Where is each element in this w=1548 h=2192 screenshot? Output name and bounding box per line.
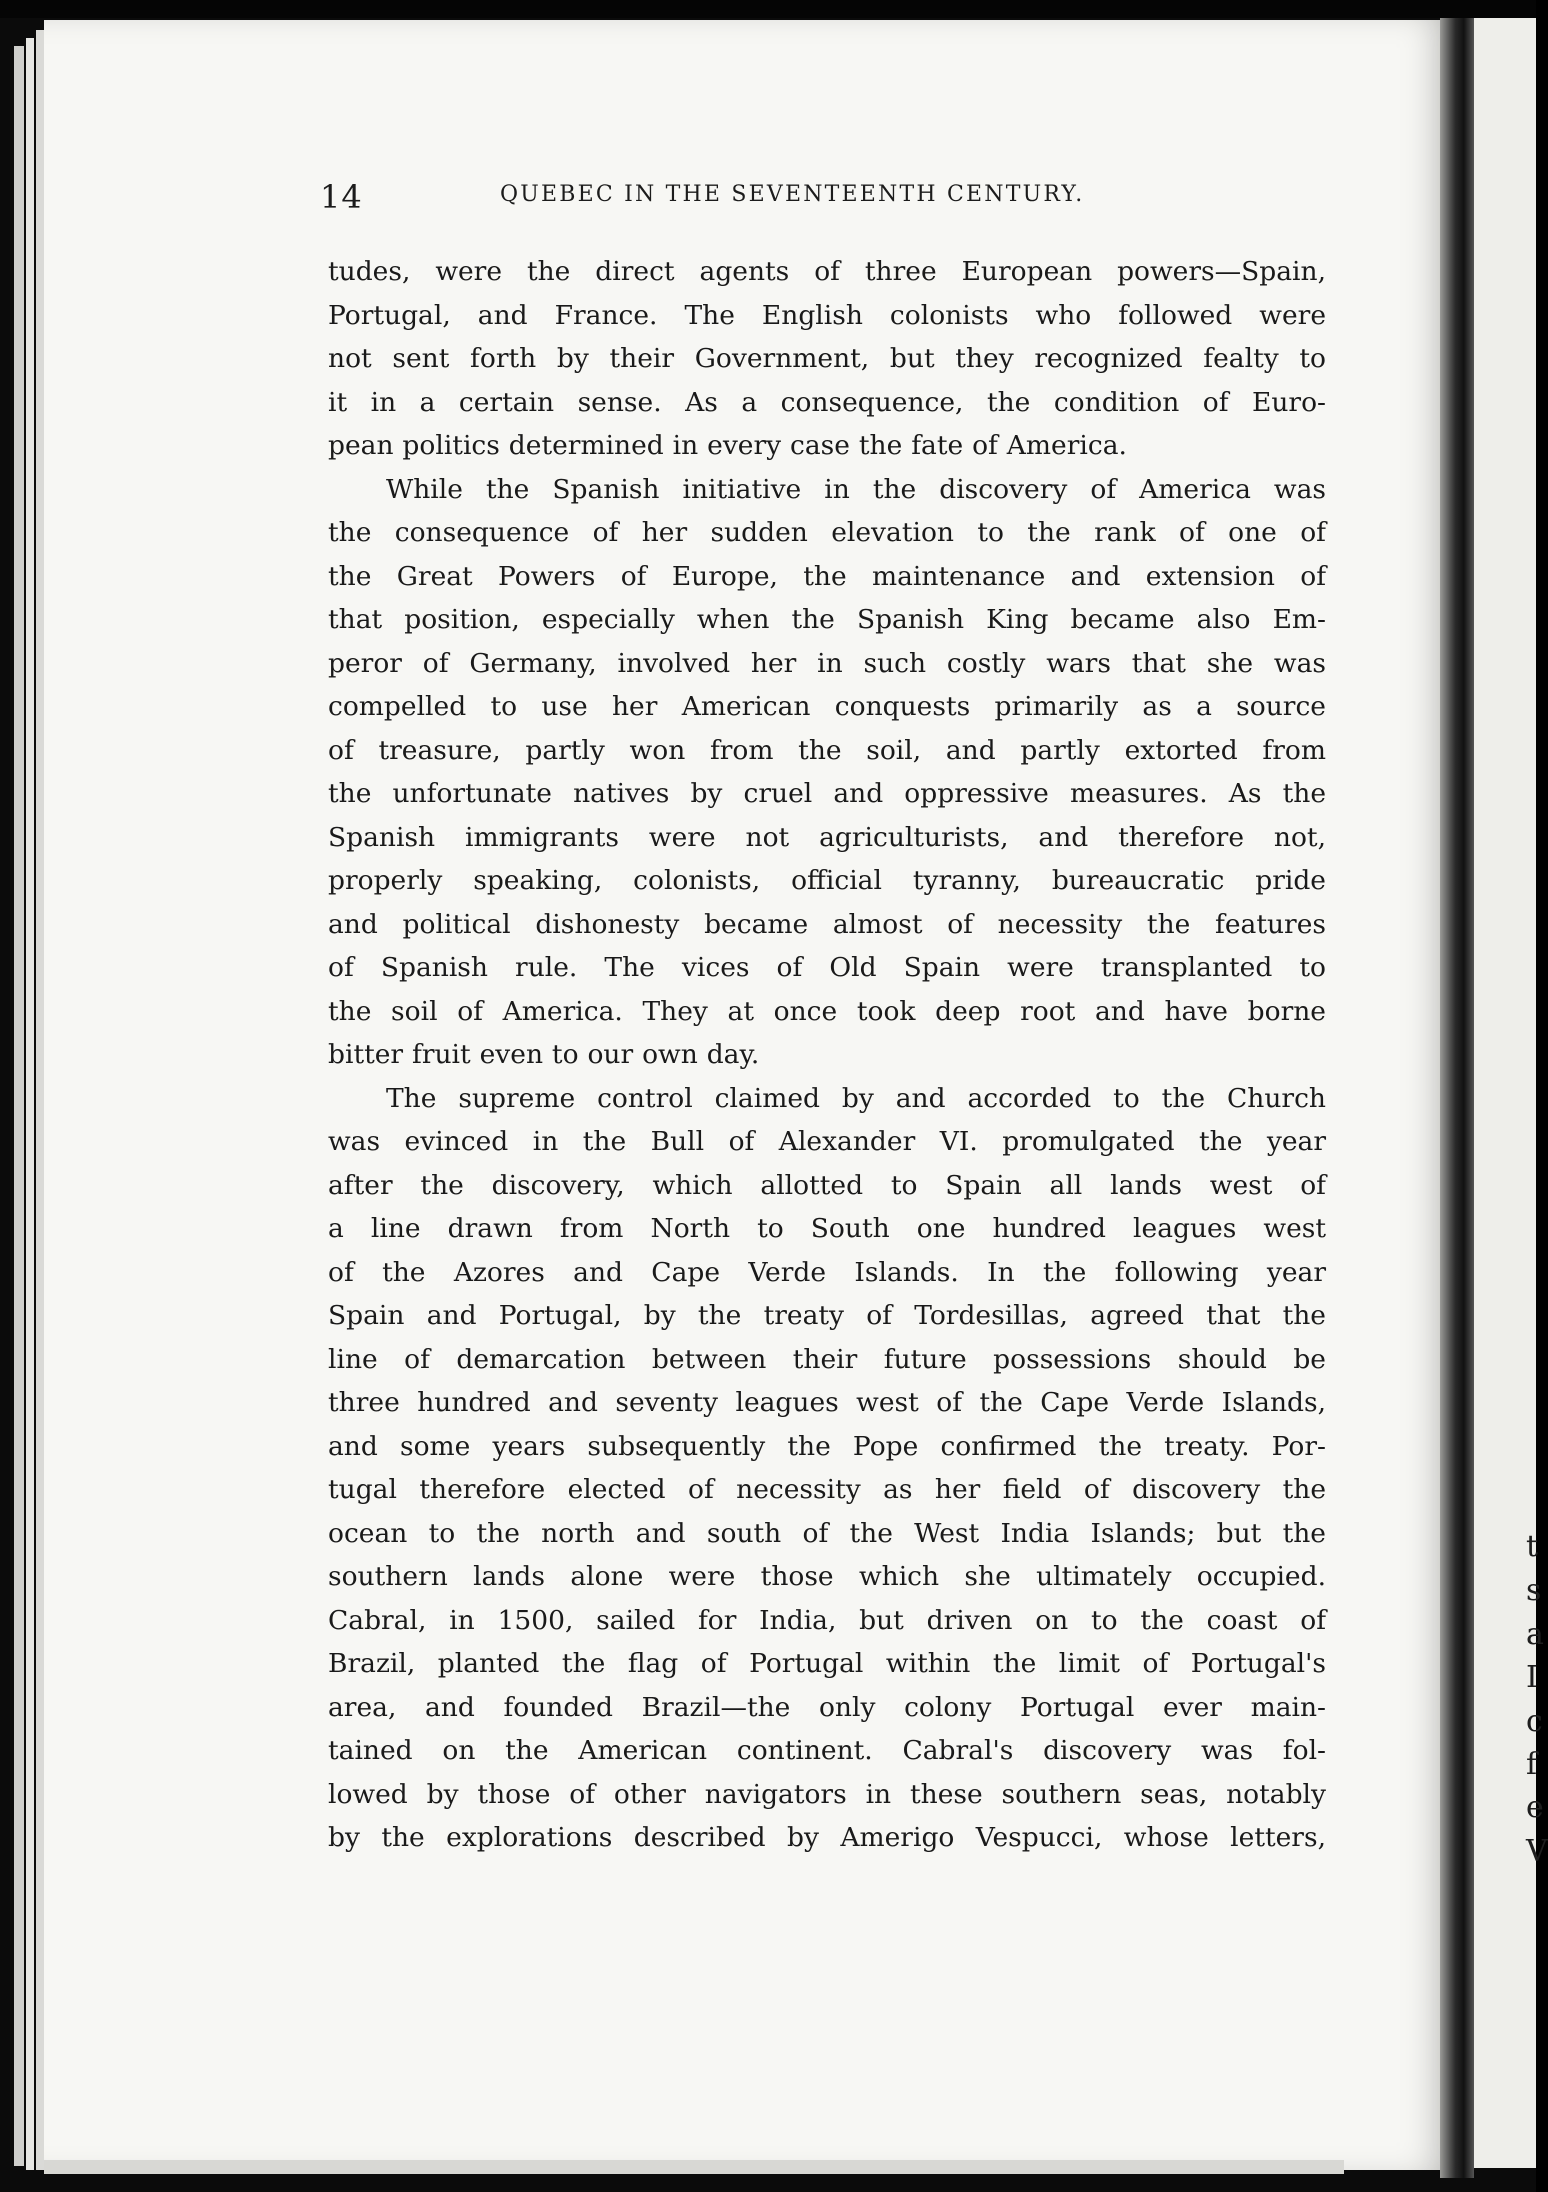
text-line: and some years subsequently the Pope confirmed the treaty. Por- [328,1430,1326,1462]
page-bottom-edge [44,2160,1344,2174]
text-line: bitter fruit even to our own day. [328,1039,760,1070]
body-text [328,250,1326,1860]
facing-page-fragment: c [1526,1704,1543,1739]
text-line: of treasure, partly won from the soil, and partly extorted from [328,734,1326,766]
text-line: line of demarcation between their future possessions should be [328,1343,1326,1375]
text-line: The supreme control claimed by and accorded to the Church [386,1082,1326,1114]
text-line: Cabral, in 1500, sailed for India, but driven on to the coast of [328,1604,1326,1636]
text-line: compelled to use her American conquests primarily as a source [328,691,1326,722]
text-line: ocean to the north and south of the West India Islands; but the [328,1517,1326,1549]
text-line: pean politics determined in every case the fate of America. [328,430,1127,461]
text-line: was evinced in the Bull of Alexander VI. promulgated the year [328,1126,1326,1157]
text-line: a line drawn from North to South one hundred leagues west [328,1213,1326,1244]
text-line: the unfortunate natives by cruel and oppressive measures. As the [328,778,1326,809]
text-line: by the explorations described by Amerigo Vespucci, whose letters, [328,1822,1326,1853]
text-line: lowed by those of other navigators in these southern seas, notably [328,1778,1326,1810]
text-line: Spain and Portugal, by the treaty of Tordesillas, agreed that the [328,1300,1326,1331]
text-line: the soil of America. They at once took deep root and have borne [328,995,1326,1027]
book-gutter [1440,18,1474,2178]
facing-page-fragment: t [1526,1529,1539,1564]
page-number: 14 [320,178,363,216]
scanner-border [0,0,1536,18]
text-line: the Great Powers of Europe, the maintenance and extension of [328,560,1326,592]
text-line: tudes, were the direct agents of three European powers—Spain, [328,256,1326,287]
text-line: it in a certain sense. As a consequence, the condition of Euro- [328,386,1326,418]
text-line: southern lands alone were those which she ultimately occupied. [328,1561,1326,1592]
text-line: three hundred and seventy leagues west of the Cape Verde Islands, [328,1387,1326,1418]
page-stack-edge [14,46,24,2166]
text-line: Spanish immigrants were not agriculturists, and therefore not, [328,821,1326,853]
facing-page-fragment: f [1526,1747,1538,1782]
text-line: While the Spanish initiative in the discovery of America was [386,473,1326,505]
text-line: and political dishonesty became almost of necessity the features [328,908,1326,940]
facing-page-fragment: e [1526,1790,1544,1825]
page-stack-edge [36,30,44,2170]
page-stack-edge [26,38,34,2170]
text-line: of the Azores and Cape Verde Islands. In the following year [328,1256,1326,1288]
text-line: peror of Germany, involved her in such costly wars that she was [328,647,1326,679]
text-line: properly speaking, colonists, official tyranny, bureaucratic pride [328,865,1326,896]
text-line: area, and founded Brazil—the only colony Portugal ever main- [328,1691,1326,1723]
text-line: after the discovery, which allotted to Spain all lands west of [328,1169,1326,1201]
text-line: of Spanish rule. The vices of Old Spain were transplanted to [328,952,1326,983]
text-line: the consequence of her sudden elevation to the rank of one of [328,517,1326,548]
facing-page-fragment: a [1526,1617,1544,1652]
facing-page-fragment: s [1526,1573,1542,1608]
text-line: Portugal, and France. The English colonists who followed were [328,299,1326,331]
text-line: that position, especially when the Spanish King became also Em- [328,604,1326,635]
running-head [320,178,1330,218]
facing-page-fragment: V [1526,1834,1548,1869]
running-title: QUEBEC IN THE SEVENTEENTH CENTURY. [500,182,1085,207]
text-line: tugal therefore elected of necessity as her field of discovery the [328,1474,1326,1505]
text-line: tained on the American continent. Cabral's discovery was fol- [328,1735,1326,1766]
text-line: Brazil, planted the flag of Portugal within the limit of Portugal's [328,1648,1326,1679]
text-line: not sent forth by their Government, but they recognized fealty to [328,343,1326,374]
facing-page-fragment: I [1526,1660,1538,1695]
